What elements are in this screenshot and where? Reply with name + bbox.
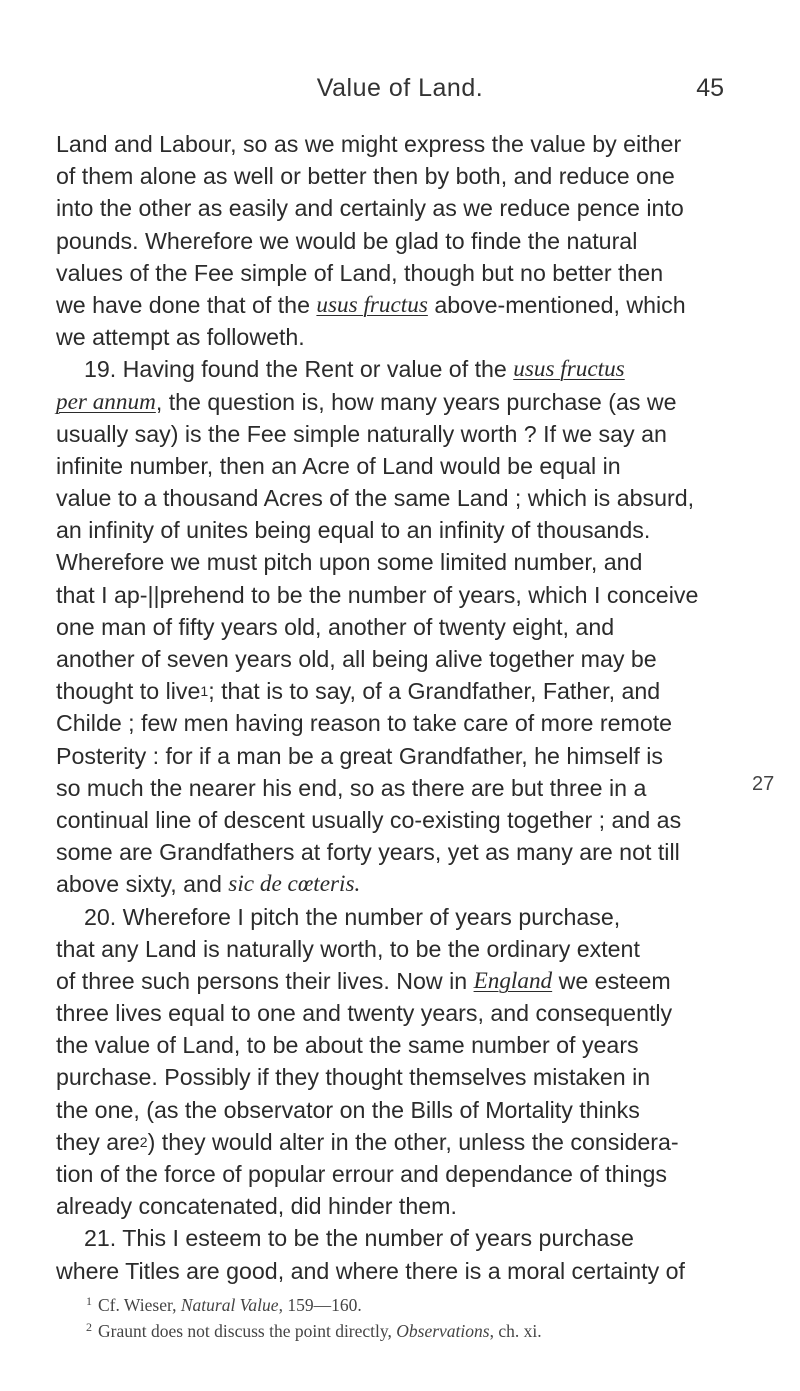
text-line [56,997,740,1029]
text-line [56,1126,740,1158]
footnote-2 [86,1316,746,1342]
text-run: we have done that of the [56,291,317,318]
text-run: ; that is to say, of a Grandfather, Father, and [208,678,661,705]
footnote-1 [86,1290,746,1316]
running-head: Value of Land. [316,74,484,102]
text-line [56,546,740,578]
text-line [56,450,740,482]
text-run: three lives equal to one and twenty years, and consequently [56,1000,673,1027]
text-run: of three such persons their lives. Now in [56,967,474,994]
text-line [56,933,740,965]
text-run: of them alone as well or better then by both, and reduce one [56,163,675,190]
text-run: that I ap-||prehend to be the number of years, which I conceive [56,581,699,608]
italic-term: usus fructus [513,356,625,383]
footnote-title: Observations [396,1321,490,1341]
text-run: 20. Wherefore I pitch the number of years purchase, [84,903,621,930]
text-line [56,740,740,772]
text-line [56,321,740,353]
text-run: Land and Labour, so as we might express the value by either [56,131,682,157]
body-text [56,128,740,1287]
text-run: , the question is, how many years purchase (as we [155,388,677,415]
text-line [56,386,740,418]
text-run: the value of Land, to be about the same number of years [56,1032,639,1059]
text-run: we attempt as followeth. [56,324,305,351]
text-run: pounds. Wherefore we would be glad to finde the natural [56,227,638,254]
text-run: Posterity : for if a man be a great Grandfather, he himself is [56,742,664,769]
text-line [56,772,740,804]
margin-page-reference: 27 [752,773,775,795]
text-line [56,1029,740,1061]
text-run: continual line of descent usually co-existing together ; and as [56,806,682,833]
text-line [56,836,740,868]
footnotes [86,1290,746,1342]
text-line [56,675,740,707]
text-line [56,128,740,160]
text-line [56,1255,740,1287]
text-run: already concatenated, did hinder them. [56,1193,457,1220]
text-line [56,868,740,900]
footnote-marker: 1 [200,683,209,700]
text-line [56,257,740,289]
footnote-title: Natural Value [180,1295,279,1315]
footnote-number: 2 [86,1320,92,1334]
text-line [56,579,740,611]
text-line [56,160,740,192]
footnote-text: , 159—160. [278,1295,362,1315]
text-line [56,1061,740,1093]
text-line [56,514,740,546]
footnote-text: Graunt does not discuss the point directly, [98,1321,397,1341]
text-line [56,611,740,643]
text-run: so much the nearer his end, so as there are but three in a [56,774,647,801]
text-run: an infinity of unites being equal to an infinity of thousands. [56,517,651,544]
text-line [56,482,740,514]
text-run: thought to live [56,678,201,705]
text-run: 19. Having found the Rent or value of the [84,356,514,383]
text-line [56,225,740,257]
text-run: that any Land is naturally worth, to be the ordinary extent [56,935,640,962]
text-run: infinite number, then an Acre of Land would be equal in [56,452,621,479]
text-line [56,418,740,450]
page-number: 45 [696,74,724,102]
text-run: another of seven years old, all being alive together may be [56,646,657,672]
text-run: tion of the force of popular errour and dependance of things [56,1161,668,1187]
text-line [56,1094,740,1126]
italic-term: per annum [56,388,156,415]
text-run: usually say) is the Fee simple naturally worth ? If we say an [56,420,667,447]
text-line [56,707,740,739]
footnote-marker: 2 [139,1133,148,1150]
footnote-text: , ch. xi. [489,1321,542,1341]
text-line [56,965,740,997]
text-run: Wherefore we must pitch upon some limited number, and [56,549,643,576]
italic-term: England [473,967,553,994]
text-run: above sixty, and [56,871,229,898]
text-run: we esteem [552,967,671,994]
text-run: value to a thousand Acres of the same Land ; which is absurd, [56,485,695,512]
italic-term: usus fructus [316,291,428,318]
text-line [56,192,740,224]
footnote-text: Cf. Wieser, [98,1295,181,1315]
italic-phrase: sic de cœteris. [228,871,361,898]
text-run: values of the Fee simple of Land, though but no better then [56,259,664,286]
text-run: where Titles are good, and where there is a moral certainty of [56,1257,685,1284]
text-run: the one, (as the observator on the Bills of Mortality thinks [56,1096,640,1123]
text-run: into the other as easily and certainly as we reduce pence into [56,195,684,222]
paragraph-start-21 [56,1222,740,1254]
text-run: ) they would alter in the other, unless the considera- [147,1128,679,1155]
text-run: 21. This I esteem to be the number of years purchase [84,1225,634,1252]
text-run: one man of fifty years old, another of twenty eight, and [56,613,615,640]
text-line [56,1158,740,1190]
text-line [56,1190,740,1222]
text-line [56,289,740,321]
paragraph-start-19 [56,353,740,385]
text-run: purchase. Possibly if they thought themselves mistaken in [56,1064,651,1091]
text-run: some are Grandfathers at forty years, yet as many are not till [56,839,680,866]
page-header [0,74,800,114]
footnote-number: 1 [86,1294,92,1308]
text-line [56,643,740,675]
text-run: above-mentioned, which [427,291,686,318]
paragraph-start-20 [56,901,740,933]
text-run: they are [56,1128,140,1155]
text-run: Childe ; few men having reason to take care of more remote [56,710,673,737]
text-line [56,804,740,836]
